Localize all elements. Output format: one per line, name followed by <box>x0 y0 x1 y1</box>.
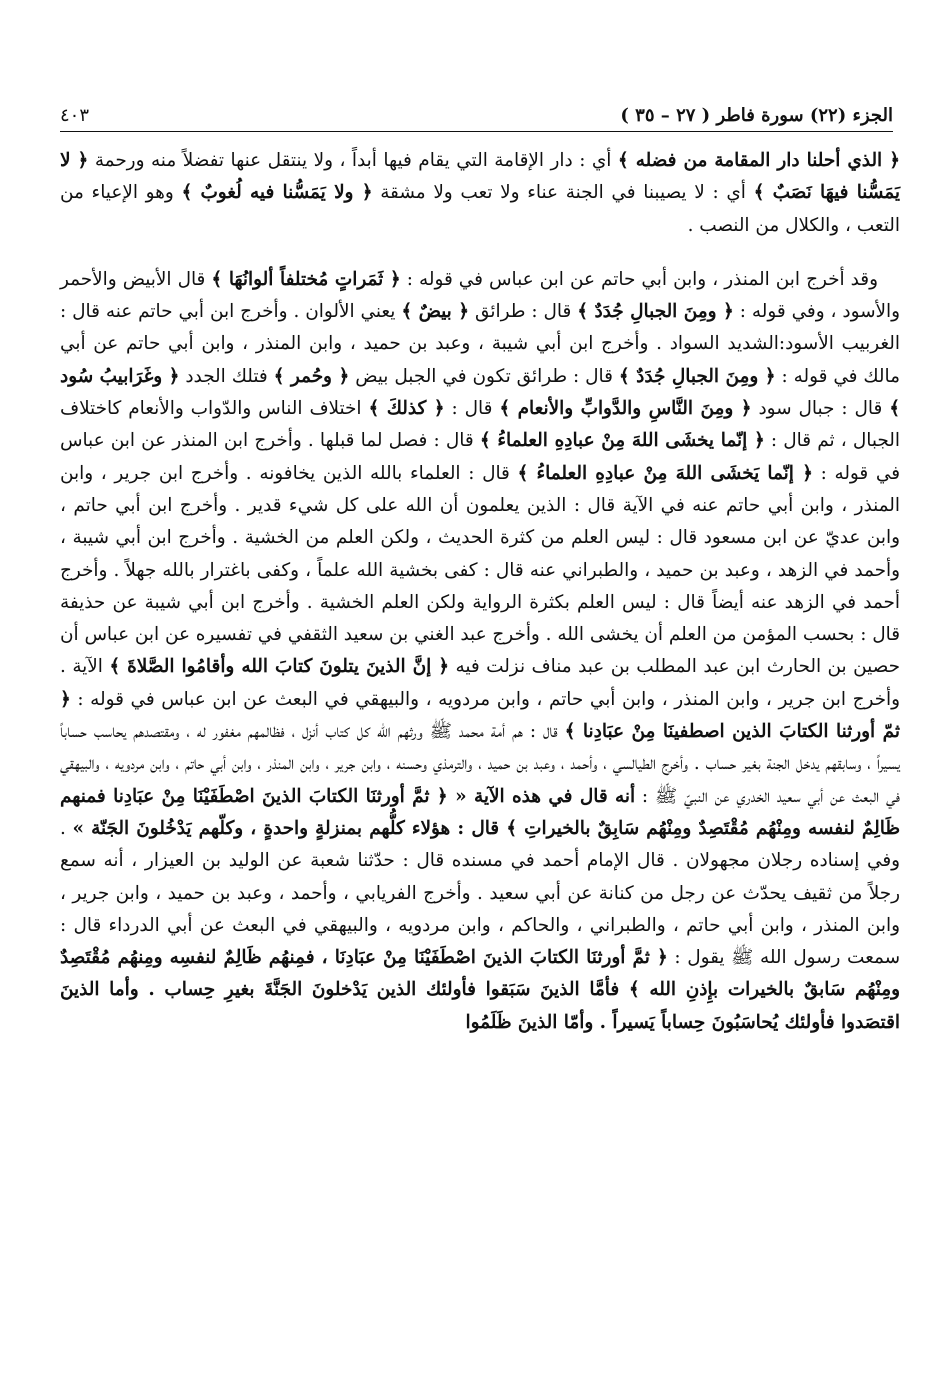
text-run: يعني الألوان . وأخرج ابن أبي حاتم عنه قال : الغربيب الأسود:الشديد السواد . وأخرج ابن أبي شيبة ، وعبد بن حميد ، وابن المنذر ، وابن أبي حاتم عن أبي مالك في قوله : <box>60 301 900 387</box>
quranic-quote: ﴿ الذي أحلنا دار المقامة من فضله ﴾ <box>617 150 900 171</box>
text-run: اختلاف الناس والدّواب والأنعام كاختلاف الجبال ، ثم قال : <box>60 398 901 452</box>
text-run: قال : جبال سود <box>751 398 890 420</box>
text-run: وهو الإعياء من التعب ، والكلال من النصب . <box>60 182 900 236</box>
quranic-quote: أنه قال في هذه الآية « ﴿ ثمَّ أورثنَا الكتابَ الذينَ اصْطَفَيْنَا مِنْ عبَادِنا فمنهم ظَالِمٌ لنفسه ومِنْهُم مُقْتَصِدٌ ومِنْهُم سَابِقٌ بالخيراتِ ﴾ قال : هؤلاء كلُّهم بمنزلةٍ واحدةٍ ، وكلّهم يَدْخُلونَ الجَنّة » <box>60 785 900 839</box>
quranic-quote: ﴿ وحُمر ﴾ <box>273 365 350 387</box>
text-run: الآية . وأخرج ابن جرير ، وابن المنذر ، وابن أبي حاتم ، وابن مردويه ، والبيهقي في البعث عن ابن عباس في قوله : <box>60 656 900 710</box>
text-run: وقد أخرج ابن المنذر ، وابن أبي حاتم عن ابن عباس في قوله : <box>400 268 878 290</box>
header-title: الجزء (٢٢) سورة فاطر ( ٢٧ – ٣٥ ) <box>620 105 893 126</box>
quranic-quote: ﴿ ومِنَ الجبالِ جُدَدٌ ﴾ <box>618 365 776 387</box>
quranic-quote: ﴿ إنّما يخشَى اللهَ مِنْ عبادِهِ العلماءُ ﴾ <box>479 430 765 452</box>
running-header <box>60 92 893 126</box>
quranic-quote: ﴿ ثَمَراتٍ مُختلفاً ألوانُهَا ﴾ <box>211 268 401 290</box>
text-run: قال : طرائق تكون في الجبل بيض <box>349 365 619 387</box>
text-run: قال : هم أمة محمد ﷺ ورثهم الله كل كتاب أنزل ، فظالمهم مغفور له ، ومقتصدهم يحاسب حساباً يسيراً ، وسابقهم يدخل الجنة بغير حساب . وأخرج الطيالسي ، وأحمد ، وعبد بن حميد ، والترمذي وحسنه ، وابن جرير ، وابن المنذر ، وابن أبي حاتم ، وابن مردويه ، والبيهقي في البعث عن أبي سعيد الخدري عن النبيّ ﷺ : <box>60 721 900 807</box>
quranic-quote: ﴿ ثمَّ أورثنَا الكتابَ الذينَ اصْطَفَيْنَا مِنْ عبَادِنَا ، فمِنهُم ظَالِمٌ لنفسِه ومِنهُم مُقْتَصِدٌ ومِنْهُم سَابقٌ بالخيرات بإِذنِ الله ﴾ فأمَّا الذينَ سَبَقوا فأولئك الذين يَدْخلونَ الجَنَّةَ بغيرِ حِساب . وأما الذينَ اقتصَدوا فأولئك يُحاسَبُونَ حِساباً يَسيراً . وأمّا الذينَ ظَلَمُوا <box>60 947 900 1033</box>
text-body <box>60 145 900 1039</box>
paragraph <box>60 145 900 242</box>
paragraph <box>60 264 900 1039</box>
quranic-quote: ﴿ إنَّ الذينَ يتلونَ كتابَ الله وأقامُوا الصَّلاةَ ﴾ <box>109 656 449 678</box>
quranic-quote: ﴿ كذلكَ ﴾ <box>368 398 445 420</box>
quranic-quote: ﴿ وغَرَابيبُ سُود ﴾ <box>60 365 901 420</box>
quranic-quote: ﴿ ومِنَ الجبالِ جُدَدٌ ﴾ <box>577 301 734 323</box>
text-run: قال : العلماء بالله الذين يخافونه . وأخرج ابن جرير ، وابن المنذر ، وابن أبي حاتم عنه في الآية قال : الذين يعلمون أن الله على كل شيء قدير . وأخرج ابن أبي حاتم ، وابن عديّ عن ابن مسعود قال : ليس العلم من كثرة الحديث ، ولكن العلم من الخشية . وأخرج ابن أبي شيبة ، وأحمد في الزهد ، وعبد بن حميد ، والطبراني عنه قال : كفى بخشية الله علماً ، وكفى باغترار بالله جهلاً . وأخرج أحمد في الزهد عنه أيضاً قال : ليس العلم بكثرة الرواية ولكن العلم الخشية . وأخرج ابن أبي شيبة عن حذيفة قال : بحسب المؤمن من العلم أن يخشى الله . وأخرج عبد الغني بن سعيد الثقفي في تفسيره عن ابن عباس أن حصين بن الحارث ابن عبد المطلب بن عبد مناف نزلت فيه <box>60 462 900 678</box>
quranic-quote: ﴿ ومِنَ النَّاسِ والدَّوابِّ والأنعام ﴾ <box>499 398 752 420</box>
paragraph-gap <box>60 242 900 264</box>
text-run: قال : طرائق <box>469 301 578 323</box>
quranic-quote: ﴿ لا يَمَسُّنا فيهَا نَصَبٌ ﴾ <box>60 150 901 204</box>
text-run: قال الأبيض والأحمر والأسود ، وفي قوله : <box>60 268 900 323</box>
page-number: ٤٠٣ <box>60 105 90 126</box>
quranic-quote: ﴿ ولا يَمَسُّنا فيه لُغوبٌ ﴾ <box>181 182 373 204</box>
quranic-quote: ﴿ بيضٌ ﴾ <box>401 301 470 323</box>
text-run: فتلك الجدد <box>179 365 274 387</box>
text-run: قال : <box>444 398 500 420</box>
text-run: قال : فصل لما قبلها . وأخرج ابن المنذر عن ابن عباس في قوله : <box>60 430 901 484</box>
text-run: أي : لا يصيبنا في الجنة عناء ولا تعب ولا مشقة <box>372 182 754 204</box>
header-rule <box>60 131 893 132</box>
quranic-quote: ﴿ إنّما يَخشَى اللهَ مِنْ عبادِهِ العلماءُ ﴾ <box>517 462 813 484</box>
quranic-quote: ﴿ ثمّ أورثنا الكتابَ الذين اصطفينَا مِنْ عبَادِنا ﴾ <box>60 688 900 743</box>
text-run: أي : دار الإقامة التي يقام فيها أبداً ، ولا ينتقل عنها تفضلاً منه ورحمة <box>88 150 618 171</box>
text-run: . وفي إسناده رجلان مجهولان . قال الإمام أحمد في مسنده قال : حدّثنا شعبة عن الوليد بن العيزار ، أنه سمع رجلاً من ثقيف يحدّث عن رجل من كنانة عن أبي سعيد . وأخرج الفريابي ، وأحمد ، وعبد بن حميد ، وابن جرير ، وابن المنذر ، وابن أبي حاتم ، والطبراني ، والحاكم ، وابن مردويه ، والبيهقي في البعث عن أبي الدرداء قال : سمعت رسول الله ﷺ يقول : <box>60 817 900 969</box>
